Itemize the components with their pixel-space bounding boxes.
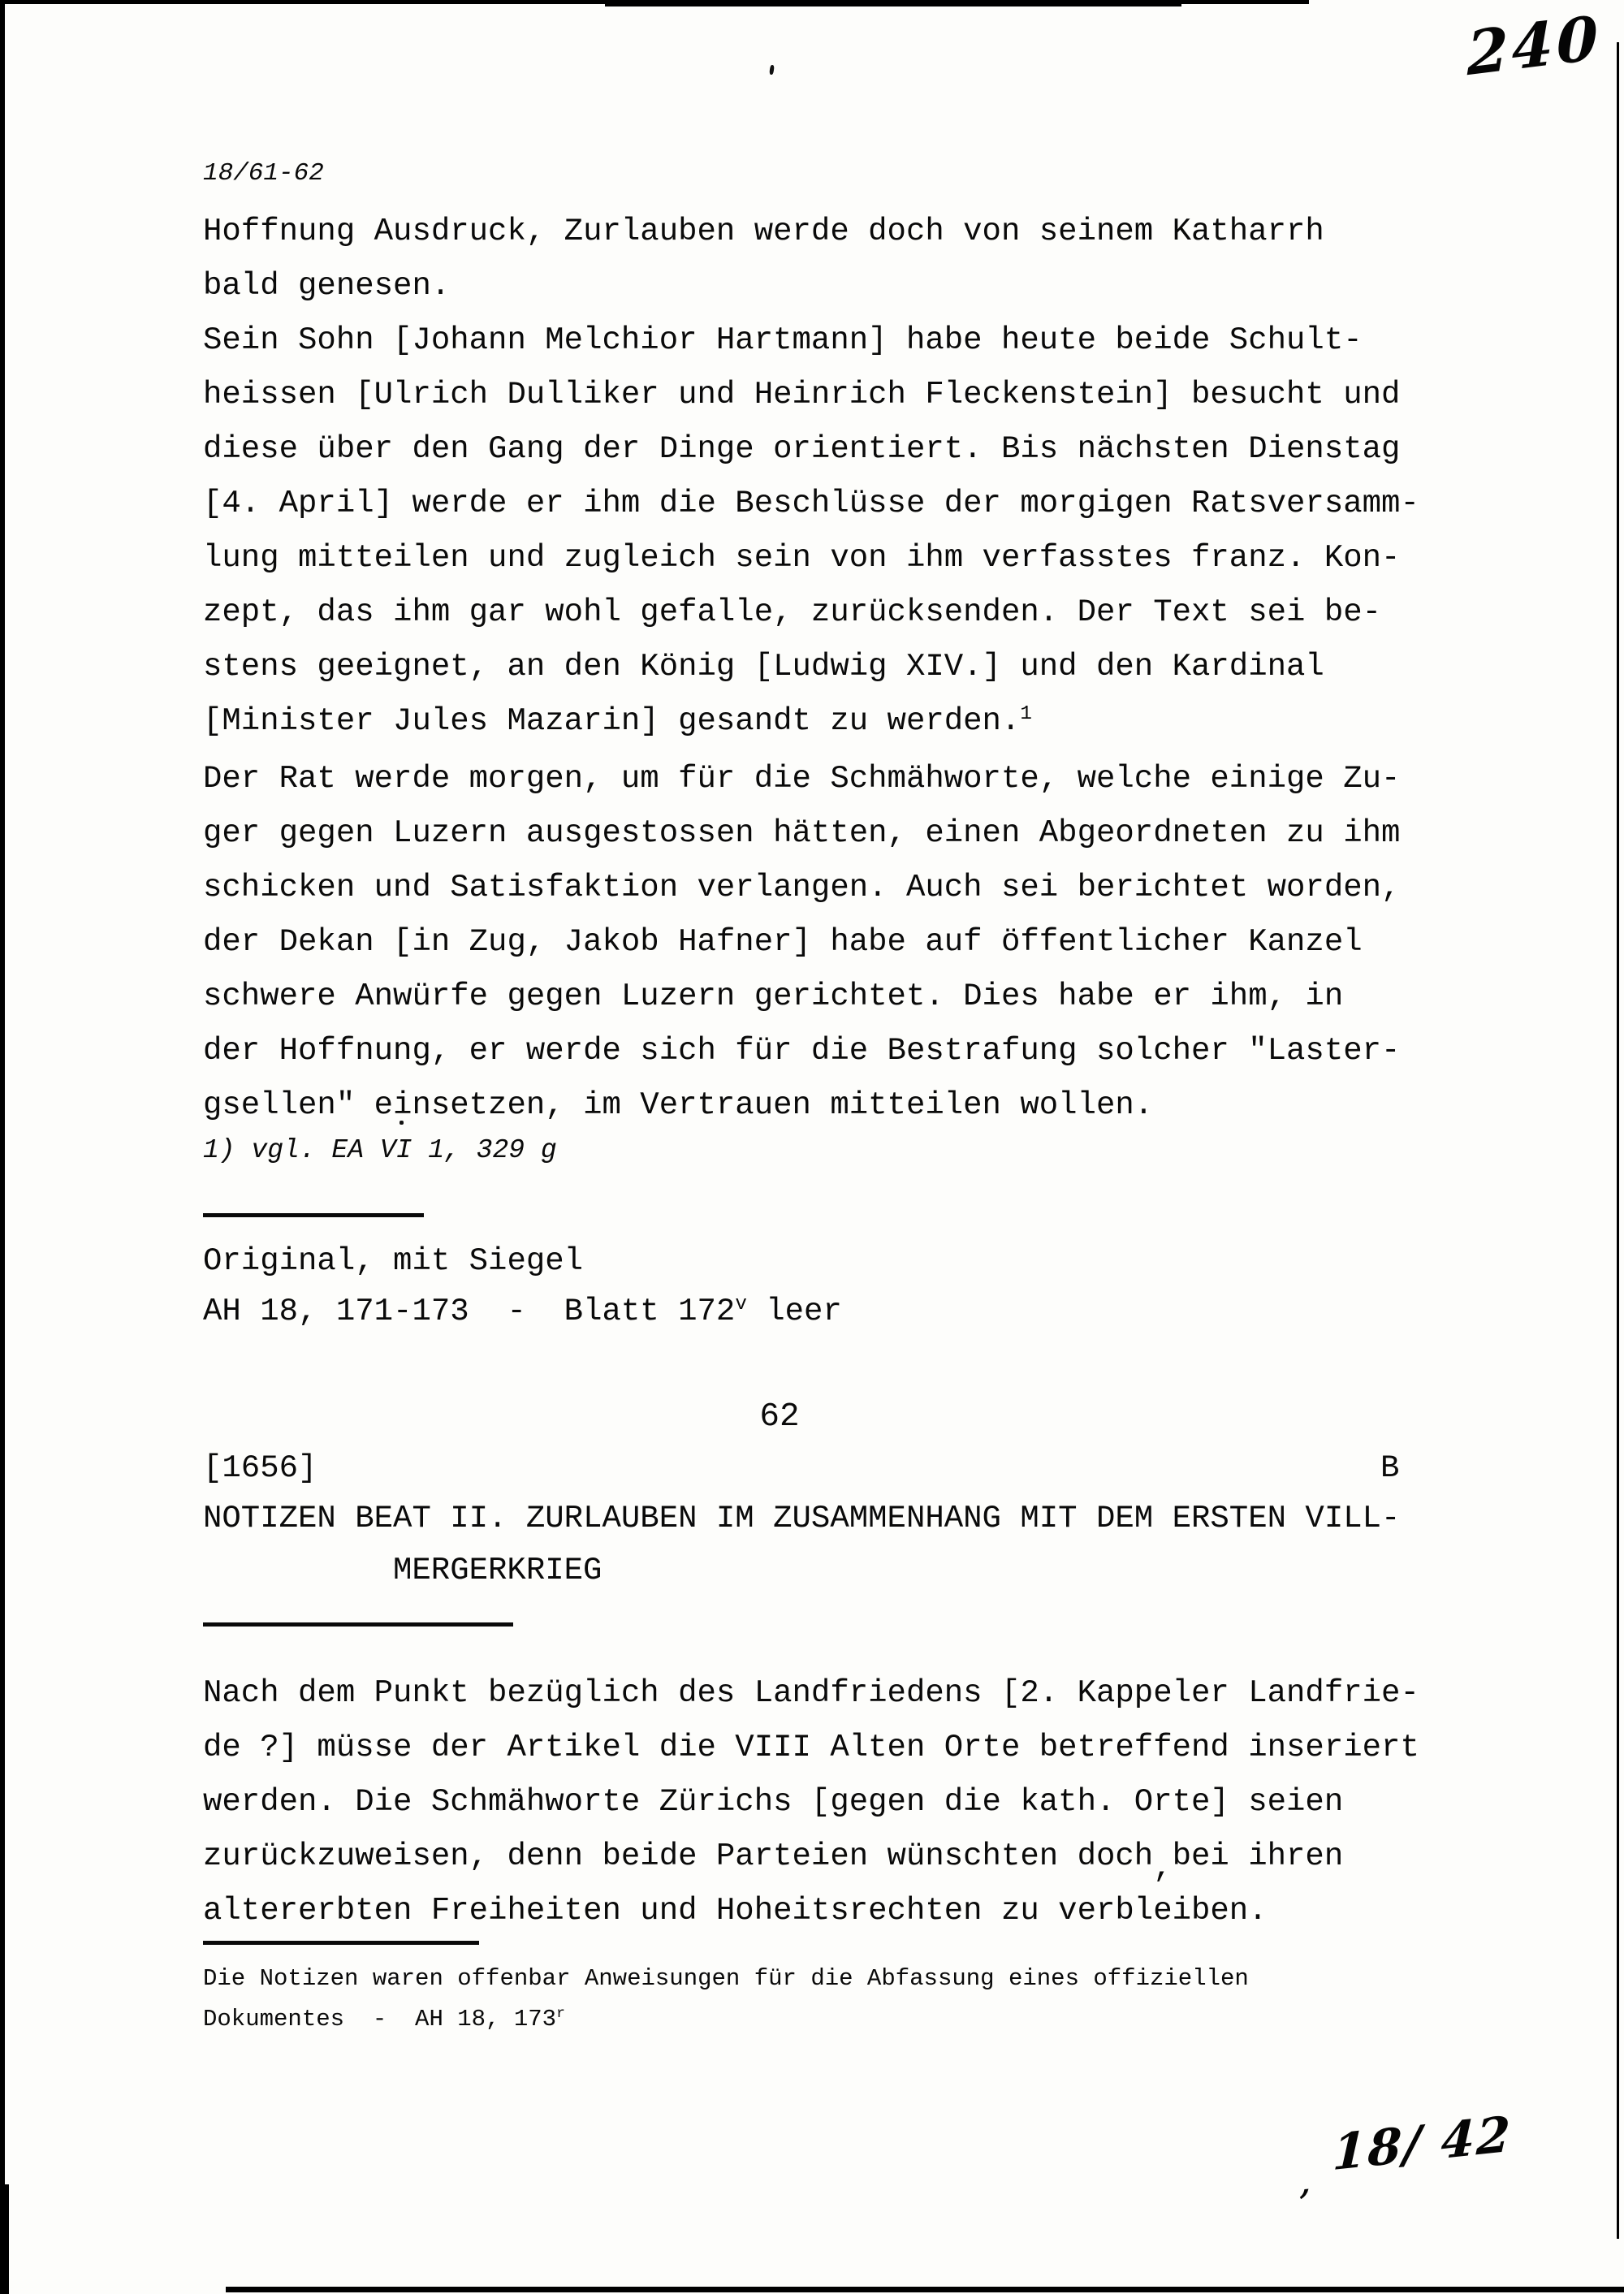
text-line: bald genesen.: [203, 268, 451, 304]
entry-61-body: [203, 205, 1419, 1133]
scan-edge-top-thick: [605, 0, 1181, 6]
separator-rule: [203, 1941, 479, 1945]
entry-62-body: [203, 1666, 1419, 1938]
text-segment: leer: [746, 1294, 842, 1329]
entry-number: 62: [759, 1398, 800, 1436]
scan-edge-right: [1617, 42, 1619, 2239]
text-line: schwere Anwürfe gegen Luzern gerichtet. Dies habe er ihm, in: [203, 979, 1344, 1014]
superscript-r: r: [556, 2006, 565, 2023]
text-line: werden. Die Schmähworte Zürichs [gegen die kath. Orte] seien: [203, 1784, 1344, 1820]
text-line: lung mitteilen und zugleich sein von ihm verfasstes franz. Kon-: [203, 540, 1401, 576]
source-note: [203, 1236, 842, 1341]
text-line-with-inserted-comma: [203, 1830, 1419, 1884]
text-line: diese über den Gang der Dinge orientiert. Bis nächsten Dienstag: [203, 431, 1401, 467]
text-segment: [Minister Jules Mazarin] gesandt zu werden.: [203, 703, 1021, 739]
text-segment: Dokumentes - AH 18, 173: [203, 2006, 557, 2033]
text-line: altererbten Freiheiten und Hoheitsrechten zu verbleiben.: [203, 1893, 1268, 1929]
text-line: gsellen" einsetzen, im Vertrauen mitteilen wollen.: [203, 1087, 1154, 1123]
source-line-with-superscript: [203, 1286, 842, 1341]
source-line: Original, mit Siegel: [203, 1243, 584, 1279]
text-line: Nach dem Punkt bezüglich des Landfriedens [2. Kappeler Landfrie-: [203, 1675, 1419, 1711]
editorial-note: [203, 1959, 1249, 2042]
superscript-v: v: [735, 1293, 747, 1315]
text-segment: zurückzuweisen, denn beide Parteien wünschten doch: [203, 1838, 1154, 1874]
scan-edge-left-foot: [0, 2184, 9, 2294]
scan-speck: [769, 65, 775, 76]
entry-title-line-2: MERGERKRIEG: [393, 1553, 603, 1588]
text-line: ger gegen Luzern ausgestossen hätten, einen Abgeordneten zu ihm: [203, 815, 1401, 851]
footnote: 1) vgl. EA VI 1, 329 g: [203, 1135, 557, 1165]
text-line: der Hoffnung, er werde sich für die Bestrafung solcher "Laster-: [203, 1033, 1401, 1069]
scan-edge-left: [0, 0, 5, 2294]
text-segment: bei ihren: [1172, 1838, 1344, 1874]
text-line: schicken und Satisfaktion verlangen. Auch sei berichtet worden,: [203, 870, 1401, 905]
handwritten-page-number: 240: [1466, 2, 1602, 90]
text-line: de ?] müsse der Artikel die VIII Alten Orte betreffend inseriert: [203, 1730, 1419, 1765]
handwritten-archive-signature: [1299, 2106, 1513, 2202]
handwritten-tick: ,: [1299, 2166, 1313, 2202]
text-line: der Dekan [in Zug, Jakob Hafner] habe auf öffentlicher Kanzel: [203, 924, 1363, 960]
reference-number: 18/61-62: [203, 159, 324, 188]
text-line: zept, das ihm gar wohl gefalle, zurücksenden. Der Text sei be-: [203, 594, 1382, 630]
text-line: heissen [Ulrich Dulliker und Heinrich Fleckenstein] besucht und: [203, 377, 1401, 413]
handwritten-inserted-comma: ,: [1153, 1850, 1173, 1886]
entry-letter: B: [1380, 1450, 1400, 1486]
entry-year: [1656]: [203, 1450, 317, 1486]
text-line: [4. April] werde er ihm die Beschlüsse der morgigen Ratsversamm-: [203, 486, 1419, 521]
text-line: Hoffnung Ausdruck, Zurlauben werde doch von seinem Katharrh: [203, 214, 1324, 249]
text-segment: AH 18, 171-173 - Blatt 172: [203, 1294, 736, 1329]
separator-rule: [203, 1622, 513, 1627]
note-line-with-superscript: [203, 1999, 1249, 2042]
handwritten-signature-number: 18/ 42: [1331, 2106, 1513, 2183]
footnote-marker: 1: [1020, 702, 1032, 725]
separator-rule: [203, 1213, 424, 1217]
note-line: Die Notizen waren offenbar Anweisungen für die Abfassung eines offiziellen: [203, 1965, 1249, 1992]
text-line: Sein Sohn [Johann Melchior Hartmann] habe heute beide Schult-: [203, 322, 1363, 358]
scan-edge-bottom: [226, 2287, 1624, 2292]
text-line: Der Rat werde morgen, um für die Schmähworte, welche einige Zu-: [203, 761, 1401, 797]
text-line: stens geeignet, an den König [Ludwig XIV.] und den Kardinal: [203, 649, 1324, 685]
text-line-with-footnote-marker: [203, 694, 1419, 752]
entry-title-line-1: NOTIZEN BEAT II. ZURLAUBEN IM ZUSAMMENHANG MIT DEM ERSTEN VILL-: [203, 1501, 1401, 1536]
